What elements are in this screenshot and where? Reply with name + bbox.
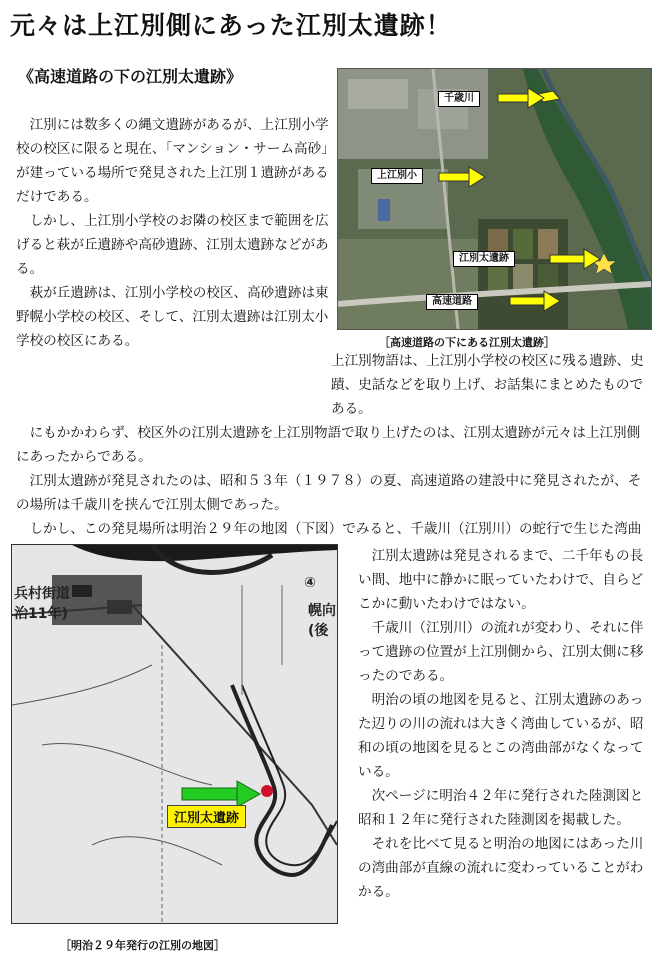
chitose-river-label: 千歳川	[438, 91, 480, 107]
paragraph: しかし、上江別小学校のお隣の校区まで範囲を広げると萩が丘遺跡や高砂遺跡、江別太遺跡などがある。	[16, 213, 329, 277]
paragraph: しかし、この発見場所は明治２９年の地図（下図）でみると、千歳川（江別川）の蛇行で生じた湾曲	[29, 521, 642, 537]
map-text-horomuki: 幌向	[308, 603, 336, 619]
map-text-number: ④	[304, 575, 316, 591]
arrow-icon	[510, 291, 560, 311]
paragraph: 千歳川（江別川）の流れが変わり、それに伴って遺跡の位置が上江別側から、江別太側に移ったのである。	[358, 620, 644, 684]
kamiebetsu-school-label: 上江別小	[371, 168, 423, 184]
paragraph: 明治の頃の地図を見ると、江別太遺跡のあった辺りの川の流れは大きく湾曲しているが、昭和の頃の地図を見るとこの湾曲部がなくなっている。	[358, 692, 644, 780]
paragraph: 江別太遺跡は発見されるまで、二千年もの長い間、地中に静かに眠っていたわけで、自らどこかに動いたわけではない。	[358, 548, 644, 612]
paragraph: 上江別物語は、上江別小学校の校区に残る遺跡、史蹟、史話などを取り上げ、お話集にまとめたものである。	[331, 353, 644, 417]
paragraph: にもかかわらず、校区外の江別太遺跡を上江別物語で取り上げたのは、江別太遺跡が元々は上江別側にあったからである。	[16, 425, 641, 465]
paragraph: それを比べて見ると明治の地図にはあった川の湾曲部が直線の流れに変わっていることがわかる。	[358, 836, 644, 900]
intro-text	[16, 113, 329, 353]
map-text-ato: (後	[308, 623, 329, 639]
section-heading: 《高速道路の下の江別太遺跡》	[18, 67, 243, 86]
highway-label: 高速道路	[426, 294, 478, 310]
paragraph: 江別太遺跡が発見されたのは、昭和５３年（１９７８）の夏、高速道路の建設中に発見されたが、その場所は千歳川を挟んで江別太側であった。	[16, 473, 642, 513]
arrow-icon	[498, 88, 544, 108]
meiji-map	[11, 544, 338, 924]
map-caption: ［明治２９年発行の江別の地図］	[60, 939, 225, 952]
map-site-label: 江別太遺跡	[167, 805, 246, 828]
arrow-icon	[439, 167, 485, 187]
arrow-icon	[550, 249, 600, 269]
map-text-year: 治11年)	[14, 606, 68, 622]
paragraph: 萩が丘遺跡は、江別小学校の校区、高砂遺跡は東野幌小学校の校区、そして、江別太遺跡は江別太小学校の校区にある。	[16, 285, 329, 349]
site-marker-icon	[261, 785, 273, 797]
page-title: 元々は上江別側にあった江別太遺跡！	[10, 11, 452, 40]
map-text-heison: 兵村街道	[14, 586, 70, 602]
paragraph: 次ページに明治４２年に発行された陸測図と昭和１２年に発行された陸測図を掲載した。	[358, 788, 644, 828]
paragraph: 江別には数多くの縄文遺跡があるが、上江別小学校の校区に限ると現在、「マンション・サーム高砂」が建っている場所で発見された上江別１遺跡があるだけである。	[16, 117, 329, 205]
right-text	[358, 544, 654, 904]
aerial-photo	[337, 68, 652, 330]
ebetsubuto-site-label: 江別太遺跡	[453, 251, 515, 267]
middle-text	[16, 349, 649, 565]
photo-arrows	[338, 69, 651, 329]
photo-caption: ［高速道路の下にある江別太遺跡］	[379, 336, 555, 349]
